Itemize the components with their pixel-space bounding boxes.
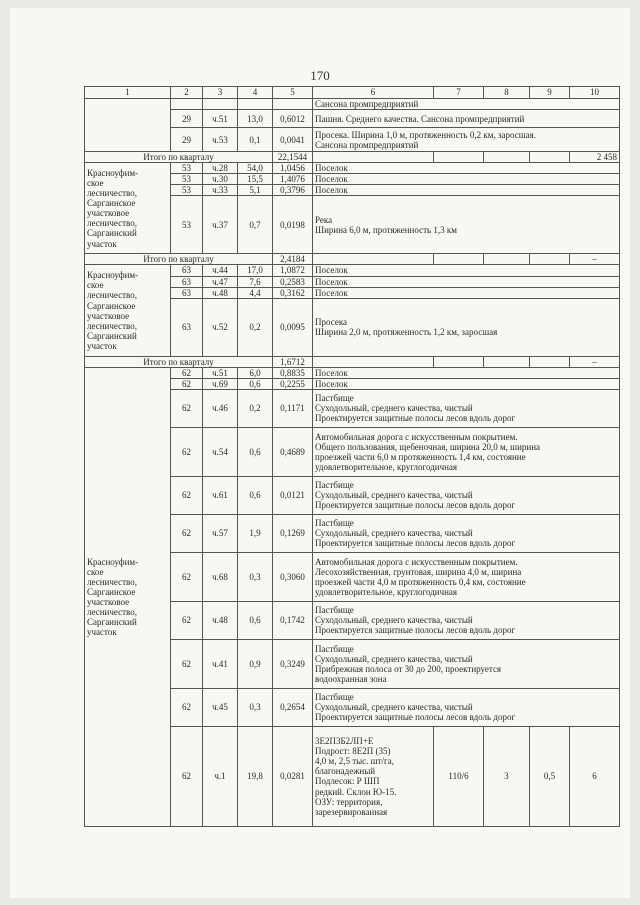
area-cell: 0,2583 [273, 276, 313, 287]
quarter-cell: 62 [171, 601, 203, 639]
value-cell: 0,6 [238, 476, 273, 514]
value-cell: 0,6 [238, 601, 273, 639]
part-cell: ч.46 [203, 389, 238, 427]
part-cell: ч.51 [203, 110, 238, 128]
col8-cell: 3 [484, 726, 530, 826]
area-cell: 1,0872 [273, 265, 313, 276]
value-cell: 15,5 [238, 174, 273, 185]
quarter-cell: 29 [171, 110, 203, 128]
quarter-cell: 62 [171, 726, 203, 826]
col-header: 3 [203, 87, 238, 99]
quarter-cell: 63 [171, 276, 203, 287]
quarter-cell: 53 [171, 185, 203, 196]
part-cell: ч.44 [203, 265, 238, 276]
description-cell: Поселок [313, 163, 620, 174]
quarter-cell: 63 [171, 265, 203, 276]
value-cell: 0,2 [238, 389, 273, 427]
area-cell: 0,3162 [273, 287, 313, 298]
description-cell: Поселок [313, 378, 620, 389]
quarter-cell: 62 [171, 552, 203, 601]
total-value: 2 458 [570, 152, 620, 163]
page-number: 170 [310, 68, 330, 83]
area-cell: 0,0281 [273, 726, 313, 826]
area-cell: 0,0121 [273, 476, 313, 514]
value-cell: 0,3 [238, 552, 273, 601]
total-area: 22,1544 [273, 152, 313, 163]
area-cell: 0,6012 [273, 110, 313, 128]
area-cell: 0,2654 [273, 688, 313, 726]
value-cell: 0,9 [238, 639, 273, 688]
part-cell: ч.47 [203, 276, 238, 287]
description-cell: Пастбище Суходольный, среднего качества, чистый Прибрежная полоса от 30 до 200, проектируется водоохранная зона [313, 639, 620, 688]
total-area: 2,4184 [273, 254, 313, 265]
document-page [10, 8, 630, 898]
description-cell: Поселок [313, 174, 620, 185]
area-cell: 1,0456 [273, 163, 313, 174]
col10-cell: 6 [570, 726, 620, 826]
quarter-cell: 63 [171, 298, 203, 356]
description-cell: Поселок [313, 367, 620, 378]
col-header: 7 [434, 87, 484, 99]
col7-cell: 110/6 [434, 726, 484, 826]
description-cell: Поселок [313, 185, 620, 196]
part-cell: ч.33 [203, 185, 238, 196]
quarter-cell: 62 [171, 389, 203, 427]
description-cell: Пастбище Суходольный, среднего качества, чистый Проектируется защитные полосы лесов вдоль дорог [313, 389, 620, 427]
description-cell: Поселок [313, 265, 620, 276]
area-cell: 0,3796 [273, 185, 313, 196]
description-cell: Сансона промпредприятий [313, 99, 620, 110]
quarter-cell: 53 [171, 163, 203, 174]
area-cell: 0,0041 [273, 128, 313, 152]
part-cell: ч.57 [203, 514, 238, 552]
stand-composition-cell: 3Е2П3Б2ЛП+Е Подрост: 8Е2П (35) 4,0 м, 2,5 тыс. шт/га, благонадежный Подлесок: Р ШП редкий. Склон Ю-15. ОЗУ: территория, зарезервированная [313, 726, 434, 826]
quarter-cell: 53 [171, 174, 203, 185]
part-cell: ч.52 [203, 298, 238, 356]
area-cell: 0,1269 [273, 514, 313, 552]
description-cell: Пастбище Суходольный, среднего качества, чистый Проектируется защитные полосы лесов вдоль дорог [313, 514, 620, 552]
quarter-cell: 53 [171, 196, 203, 254]
location-cell: Красноуфим- ское лесничество, Саргаинское участковое лесничество, Саргаинский участок [85, 265, 171, 356]
total-label: Итого по кварталу [85, 152, 273, 163]
area-cell: 0,1742 [273, 601, 313, 639]
area-cell: 0,3060 [273, 552, 313, 601]
value-cell: 0,1 [238, 128, 273, 152]
value-cell: 6,0 [238, 367, 273, 378]
area-cell: 0,3249 [273, 639, 313, 688]
description-cell: Просека Ширина 2,0 м, протяженность 1,2 км, заросшая [313, 298, 620, 356]
col-header: 10 [570, 87, 620, 99]
part-cell: ч.37 [203, 196, 238, 254]
description-cell: Пастбище Суходольный, среднего качества, чистый Проектируется защитные полосы лесов вдоль дорог [313, 688, 620, 726]
col-header: 4 [238, 87, 273, 99]
total-label: Итого по кварталу [85, 254, 273, 265]
part-cell: ч.48 [203, 287, 238, 298]
col-header: 8 [484, 87, 530, 99]
value-cell: 19,8 [238, 726, 273, 826]
total-value: – [570, 356, 620, 367]
value-cell: 54,0 [238, 163, 273, 174]
header-row [85, 87, 620, 99]
part-cell: ч.68 [203, 552, 238, 601]
part-cell: ч.41 [203, 639, 238, 688]
part-cell: ч.45 [203, 688, 238, 726]
value-cell: 4,4 [238, 287, 273, 298]
description-cell: Автомобильная дорога с искусственным покрытием. Лесохозяйственная, грунтовая, ширина 4,0 м, ширина проезжей части 4,0 м протяженность 0,4 км, состояние удовлетворительное, круглогодичная [313, 552, 620, 601]
total-row [85, 254, 620, 265]
area-cell: 0,0198 [273, 196, 313, 254]
quarter-cell: 62 [171, 639, 203, 688]
area-cell: 0,4689 [273, 427, 313, 476]
location-cell: Красноуфим- ское лесничество, Саргаинское участковое лесничество, Саргаинский участок [85, 163, 171, 254]
part-cell: ч.54 [203, 427, 238, 476]
value-cell: 0,6 [238, 378, 273, 389]
value-cell: 0,2 [238, 298, 273, 356]
quarter-cell: 62 [171, 514, 203, 552]
value-cell: 0,3 [238, 688, 273, 726]
col-header: 5 [273, 87, 313, 99]
description-cell: Пашня. Среднего качества. Сансона промпредприятий [313, 110, 620, 128]
quarter-cell: 62 [171, 378, 203, 389]
location-cell: Красноуфим- ское лесничество, Саргаинское участковое лесничество, Саргаинский участок [85, 367, 171, 826]
description-cell: Поселок [313, 276, 620, 287]
part-cell: ч.30 [203, 174, 238, 185]
description-cell: Река Ширина 6,0 м, протяженность 1,3 км [313, 196, 620, 254]
table-row [85, 367, 620, 378]
quarter-cell: 62 [171, 367, 203, 378]
part-cell: ч.28 [203, 163, 238, 174]
part-cell: ч.51 [203, 367, 238, 378]
area-cell: 0,2255 [273, 378, 313, 389]
quarter-cell: 62 [171, 476, 203, 514]
value-cell: 13,0 [238, 110, 273, 128]
total-row [85, 152, 620, 163]
area-cell: 0,0095 [273, 298, 313, 356]
location-cell [85, 99, 171, 152]
value-cell: 17,0 [238, 265, 273, 276]
col-header: 6 [313, 87, 434, 99]
col-header: 2 [171, 87, 203, 99]
area-cell: 0,8835 [273, 367, 313, 378]
part-cell: ч.61 [203, 476, 238, 514]
part-cell: ч.1 [203, 726, 238, 826]
value-cell: 5,1 [238, 185, 273, 196]
table-row [85, 99, 620, 110]
col9-cell: 0,5 [530, 726, 570, 826]
area-cell: 0,1171 [273, 389, 313, 427]
quarter-cell: 29 [171, 128, 203, 152]
description-cell: Поселок [313, 287, 620, 298]
total-label: Итого по кварталу [85, 356, 273, 367]
total-area: 1,6712 [273, 356, 313, 367]
table-row [85, 163, 620, 174]
quarter-cell: 63 [171, 287, 203, 298]
col-header: 9 [530, 87, 570, 99]
part-cell: ч.53 [203, 128, 238, 152]
quarter-cell: 62 [171, 688, 203, 726]
value-cell: 7,6 [238, 276, 273, 287]
description-cell: Автомобильная дорога с искусственным покрытием. Общего пользования, щебеночная, ширина 20,0 м, ширина проезжей части 6,0 м протяженность 1,4 км, состояние удовлетворительное, круглогодичная [313, 427, 620, 476]
quarter-cell: 62 [171, 427, 203, 476]
col-header: 1 [85, 87, 171, 99]
forest-register-table [84, 86, 620, 827]
total-value: – [570, 254, 620, 265]
description-cell: Пастбище Суходольный, среднего качества, чистый Проектируется защитные полосы лесов вдоль дорог [313, 601, 620, 639]
value-cell: 1,9 [238, 514, 273, 552]
value-cell: 0,7 [238, 196, 273, 254]
total-row [85, 356, 620, 367]
table-row [85, 265, 620, 276]
description-cell: Просека. Ширина 1,0 м, протяженность 0,2 км, заросшая. Сансона промпредприятий [313, 128, 620, 152]
part-cell: ч.69 [203, 378, 238, 389]
part-cell: ч.48 [203, 601, 238, 639]
value-cell: 0,6 [238, 427, 273, 476]
description-cell: Пастбище Суходольный, среднего качества, чистый Проектируется защитные полосы лесов вдоль дорог [313, 476, 620, 514]
area-cell: 1,4076 [273, 174, 313, 185]
